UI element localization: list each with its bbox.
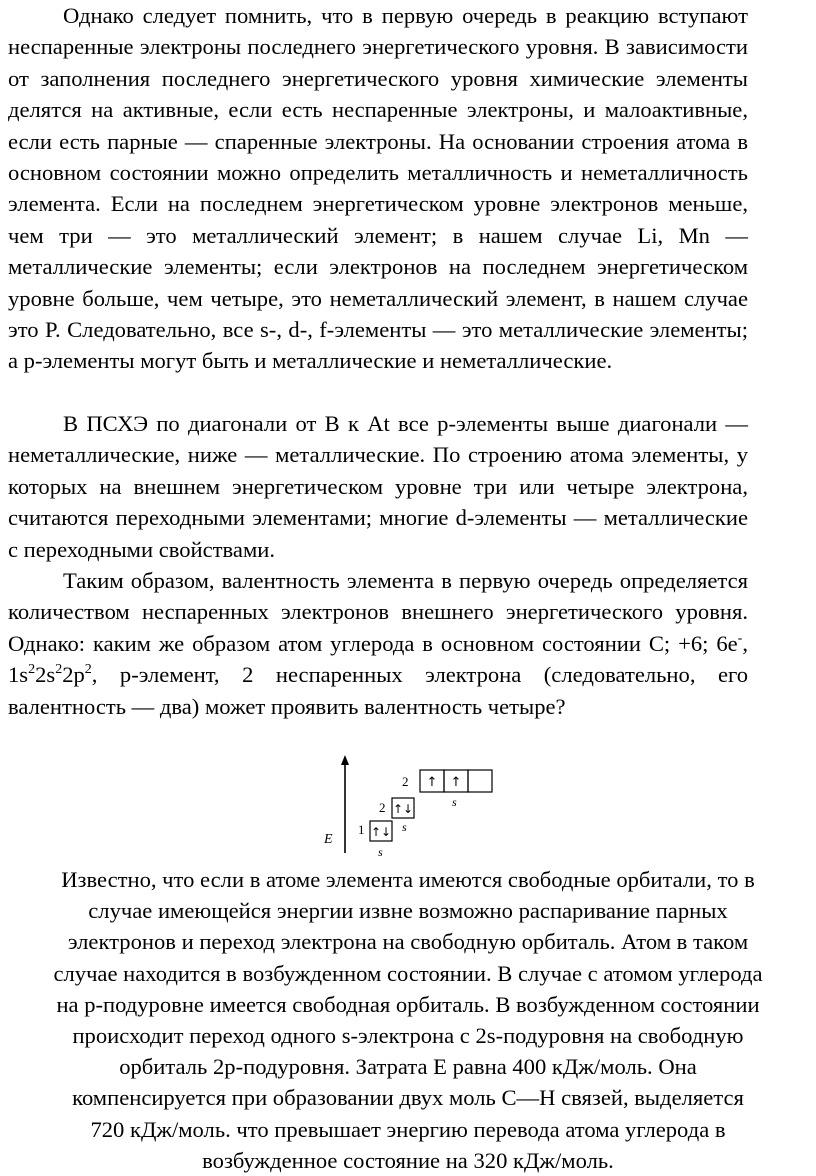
centered-line: орбиталь 2p-подуровня. Затрата E равна 400 кДж/моль. Она [119, 1054, 697, 1080]
superscript-2p: 2 [84, 662, 92, 677]
level-2p-number: 2 [402, 774, 409, 789]
centered-line: 720 кДж/моль. что превышает энергию перевода атома углерода в [90, 1116, 726, 1142]
carbon-text-part-3: 2s [35, 662, 56, 688]
paragraph-diagonal-rule: В ПСХЭ по диагонали от B к At все p-элементы выше диагонали — неметаллические, ниже — металлические. По строению атома элементы, у которых на внешнем энергетическом уровне три или четыре электрона, считаются переходными элементами; многие d-элементы — металлические с переходными свойствами. [8, 411, 748, 562]
centered-line: возбужденное состояние на 320 кДж/моль. [202, 1147, 614, 1173]
energy-axis-arrow [341, 755, 349, 765]
sublevel-1s-label: s [378, 845, 383, 859]
superscript-2s: 2 [55, 662, 63, 677]
superscript-1s: 2 [28, 662, 36, 677]
charge-superscript: - [737, 630, 743, 646]
carbon-text-part-4: 2p [62, 662, 85, 688]
paragraph-valence-electrons: Однако следует помнить, что в первую очередь в реакцию вступают неспаренные электроны последнего энергетического уровня. В зависимости от заполнения последнего энергетического уровня химические элементы делятся на активные, если есть неспаренные электроны, и малоактивные, если есть парные — спаренные электроны. На основании строения атома в основном состоянии можно определить металличность и неметалличность элемента. Если на последнем энергетическом уровне электронов меньше, чем три — это металлический элемент; в нашем случае Li, Mn — металлические элементы; если электронов на последнем энергетическом уровне больше, чем четыре, это неметаллический элемент, в нашем случае это P. Следовательно, все s-, d-, f-элементы — это металлические элементы; а p-элементы могут быть и металлические и неметаллические. [8, 3, 748, 374]
level-1s-number: 1 [358, 822, 365, 837]
centered-line: компенсируется при образовании двух моль C—H связей, выделяется [72, 1085, 744, 1111]
centered-line: на p-подуровне имеется свободная орбиталь. В возбужденном состоянии [56, 991, 760, 1017]
paragraph-carbon-valence [8, 565, 748, 722]
carbon-orbital-diagram [318, 755, 508, 860]
sublevel-2s-label: s [402, 820, 407, 834]
orbital-2p-1-electron: ↑ [426, 775, 438, 790]
centered-line: случае находится в возбужденном состоянии. В случае с атомом углерода [53, 960, 763, 986]
carbon-text-part-2: , 1s [8, 630, 748, 688]
excited-state-paragraph [0, 864, 816, 1176]
orbital-box-2p-3 [468, 770, 492, 792]
centered-line: Известно, что если в атоме элемента имеются свободные орбитали, то в [61, 867, 755, 892]
centered-line: случае имеющейся энергии извне возможно распаривание парных [88, 898, 728, 924]
centered-line: происходит переход одного s-электрона с 2s-подуровня на свободную [72, 1023, 744, 1049]
orbital-2p-2-electron: ↑ [450, 775, 462, 790]
sublevel-2p-label: s [452, 795, 457, 809]
orbital-2s-electrons: ↑↓ [392, 802, 414, 816]
carbon-text-part-5: , p-элемент, 2 неспаренных электрона (следовательно, его валентность — два) может проявить валентность четыре? [8, 662, 748, 719]
centered-line: электронов и переход электрона на свободную орбиталь. Атом в таком [67, 929, 749, 955]
carbon-text-part-1: Таким образом, валентность элемента в первую очередь определяется количеством неспаренных электронов внешнего энергетического уровня. Однако: каким же образом атом углерода в основном состоянии C; +6; 6e [8, 568, 748, 656]
orbital-1s-electrons: ↑↓ [370, 825, 392, 839]
level-2s-number: 2 [379, 800, 386, 815]
energy-axis-label: E [324, 832, 333, 847]
